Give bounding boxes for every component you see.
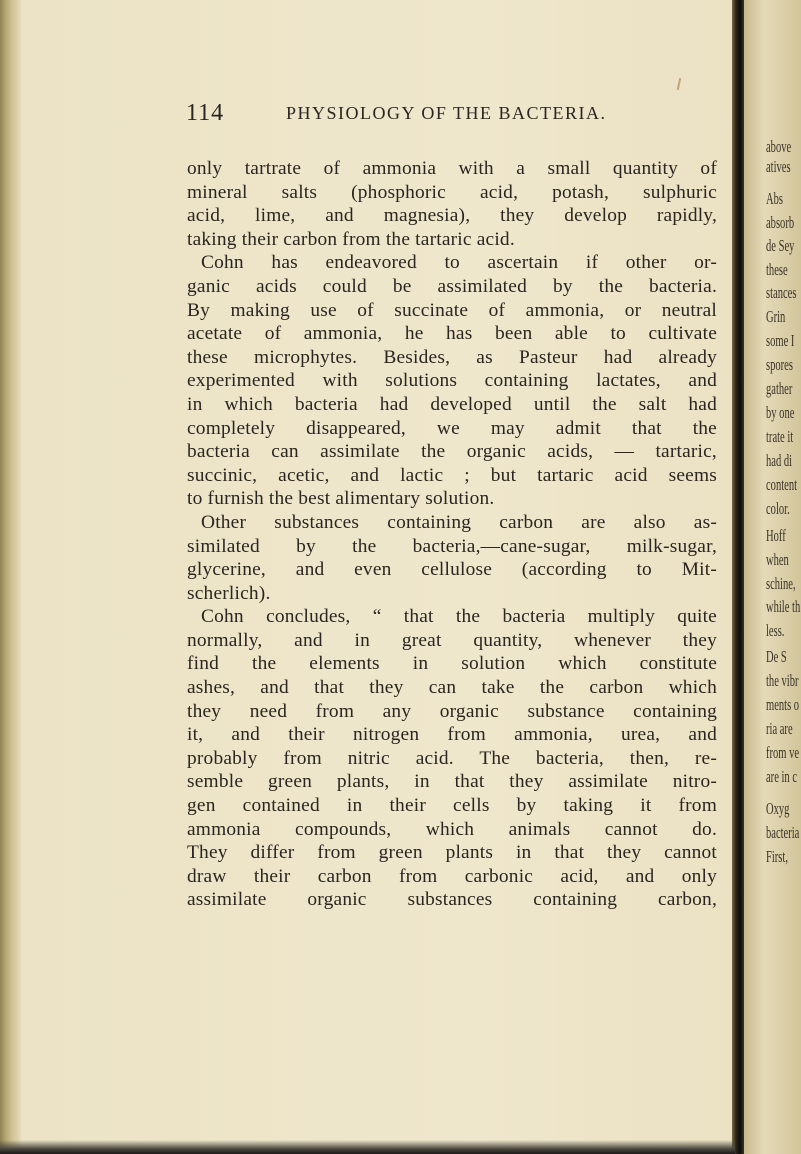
- text-line: normally, and in great quantity, whenever they: [187, 629, 717, 651]
- facing-page-fragment: atives: [766, 157, 791, 176]
- facing-page-fragment: Oxyg: [766, 799, 790, 818]
- facing-page-fragment: schine,: [766, 574, 796, 593]
- text-line: similated by the bacteria,—cane-sugar, milk-sugar,: [187, 535, 717, 557]
- facing-page-fragment: absorb: [766, 213, 795, 232]
- page-bottom-edge-shadow: [0, 1140, 735, 1154]
- facing-page-fragment: from ve: [766, 743, 800, 762]
- facing-page-fragment: color.: [766, 499, 790, 518]
- body-text: [187, 157, 717, 912]
- facing-page-fragment: spores: [766, 355, 793, 374]
- facing-page-fragment: by one: [766, 403, 795, 422]
- text-line: ganic acids could be assimilated by the bacteria.: [187, 275, 717, 297]
- text-line: it, and their nitrogen from ammonia, urea, and: [187, 724, 717, 746]
- facing-page-fragment: stances: [766, 283, 797, 302]
- text-line: taking their carbon from the tartaric acid.: [187, 228, 515, 250]
- facing-page-fragment: ments o: [766, 695, 800, 714]
- text-line: Cohn concludes, “ that the bacteria multiply quite: [201, 606, 717, 628]
- facing-page-fragment: while th: [766, 597, 801, 616]
- facing-page-fragment: gather: [766, 379, 793, 398]
- facing-page-fragment: the vibr: [766, 671, 799, 690]
- facing-page-fragment: had di: [766, 451, 793, 470]
- text-line: probably from nitric acid. The bacteria, then, re-: [187, 747, 717, 769]
- text-line: succinic, acetic, and lactic ; but tartaric acid seems: [187, 464, 717, 486]
- page-left-edge-shadow: [0, 0, 22, 1154]
- facing-page-fragment: less.: [766, 621, 785, 640]
- facing-page-fragment: when: [766, 550, 789, 569]
- text-line: assimilate organic substances containing carbon,: [187, 889, 717, 911]
- text-line: scherlich).: [187, 582, 271, 604]
- text-line: ammonia compounds, which animals cannot do.: [187, 818, 717, 840]
- facing-page-fragment: some I: [766, 331, 795, 350]
- facing-page-fragment: bacteria: [766, 823, 800, 842]
- facing-page-fragment: content: [766, 475, 798, 494]
- facing-page-fragment: de Sey: [766, 236, 795, 255]
- text-line: ashes, and that they can take the carbon which: [187, 677, 717, 699]
- text-line: Other substances containing carbon are also as-: [201, 511, 717, 533]
- text-line: glycerine, and even cellulose (according to Mit-: [187, 559, 717, 581]
- text-line: acetate of ammonia, he has been able to cultivate: [187, 323, 717, 345]
- facing-page-fragment: First,: [766, 847, 788, 866]
- facing-page-edge: [744, 0, 801, 1154]
- ink-mark: [677, 78, 681, 90]
- facing-page-fragment: De S: [766, 647, 787, 666]
- facing-page-fragment: Hoff: [766, 526, 786, 545]
- text-line: experimented with solutions containing lactates, and: [187, 370, 717, 392]
- text-line: only tartrate of ammonia with a small quantity of: [187, 158, 717, 179]
- text-line: to furnish the best alimentary solution.: [187, 488, 495, 510]
- facing-page-fragment: above: [766, 137, 792, 156]
- facing-page-fragment: are in c: [766, 767, 798, 786]
- text-line: they need from any organic substance containing: [187, 700, 717, 722]
- text-line: completely disappeared, we may admit that the: [187, 417, 717, 439]
- text-line: find the elements in solution which constitute: [187, 653, 717, 675]
- page-number: 114: [186, 100, 225, 126]
- facing-page-fragment: ria are: [766, 719, 793, 738]
- page-header: [186, 100, 706, 130]
- text-line: By making use of succinate of ammonia, or neutral: [187, 299, 717, 321]
- facing-page-fragment: these: [766, 260, 788, 279]
- text-line: gen contained in their cells by taking it from: [187, 795, 717, 817]
- text-line: these microphytes. Besides, as Pasteur had already: [187, 346, 717, 368]
- running-title: PHYSIOLOGY OF THE BACTERIA.: [286, 103, 607, 123]
- text-line: acid, lime, and magnesia), they develop rapidly,: [187, 205, 717, 227]
- book-gutter: [732, 0, 744, 1154]
- text-line: They differ from green plants in that they cannot: [187, 842, 717, 864]
- facing-page-fragment: Abs: [766, 189, 783, 208]
- facing-page-fragment: trate it: [766, 427, 794, 446]
- text-line: Cohn has endeavored to ascertain if other or-: [201, 252, 717, 274]
- text-line: bacteria can assimilate the organic acids, — tartaric,: [187, 441, 717, 463]
- facing-page-fragment: Grin: [766, 307, 786, 326]
- text-line: in which bacteria had developed until the salt had: [187, 393, 717, 415]
- text-line: semble green plants, in that they assimilate nitro-: [187, 771, 717, 793]
- text-line: mineral salts (phosphoric acid, potash, sulphuric: [187, 181, 717, 203]
- text-line: draw their carbon from carbonic acid, and only: [187, 865, 717, 887]
